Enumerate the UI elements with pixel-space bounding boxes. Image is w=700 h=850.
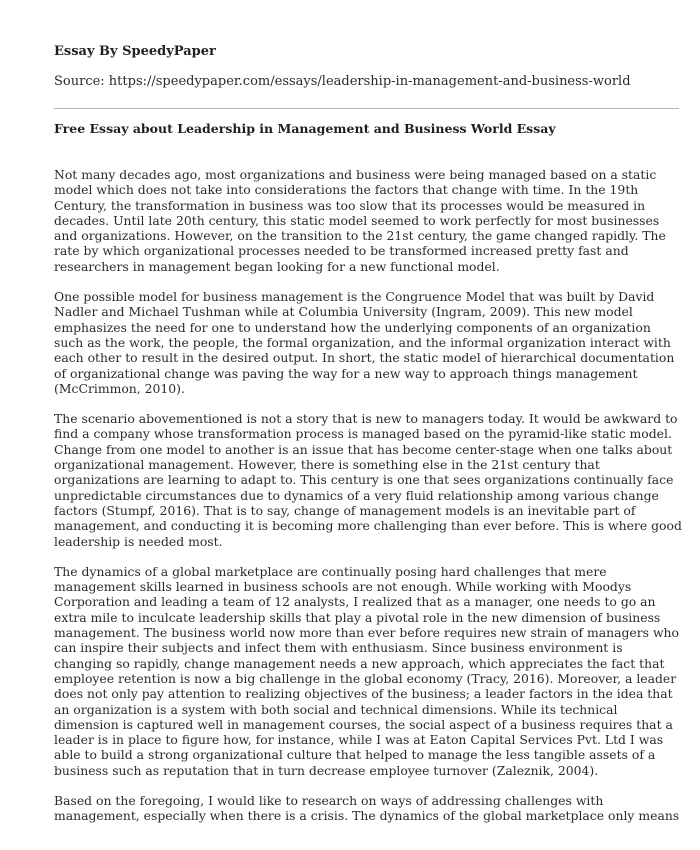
essay-title: Free Essay about Leadership in Management and Business World Essay xyxy=(54,121,556,136)
essay-paragraph-4: The dynamics of a global marketplace are continually posing hard challenges that mere management skills learned in business schools are not enough. While working with Moodys Corporation and leading a team of 12 analysts, I realized that as a manager, one needs to go an extra mile to inculcate leadership skills that play a pivotal role in the new dimension of business management. The business world now more than ever before requires new strain of managers who can inspire their subjects and infect them with enthusiasm. Since business environment is changing so rapidly, change management needs a new approach, which appreciates the fact that employee retention is now a big challenge in the global economy (Tracy, 2016). Moreover, a leader does not only pay attention to realizing objectives of the business; a leader factors in the idea that an organization is a system with both social and technical dimensions. While its technical dimension is captured well in management courses, the social aspect of a business requires that a leader is in place to figure how, for instance, while I was at Eaton Capital Services Pvt. Ltd I was able to build a strong organizational culture that helped to manage the less tangible assets of a business such as reputation that in turn decrease employee turnover (Zaleznik, 2004). xyxy=(54,563,680,778)
source-line: Source: https://speedypaper.com/essays/leadership-in-management-and-business-world xyxy=(54,74,631,89)
essay-paragraph-1: Not many decades ago, most organizations and business were being managed based on a static model which does not take into considerations the factors that change with time. In the 19th Century, the transformation in business was too slow that its processes would be measured in decades. Until late 20th century, this static model seemed to work perfectly for most businesses and organizations. However, on the transition to the 21st century, the game changed rapidly. The rate by which organizational processes needed to be transformed increased pretty fast and researchers in management began looking for a new functional model. xyxy=(54,167,666,274)
document-brand: Essay By SpeedyPaper xyxy=(54,44,216,59)
header-divider xyxy=(54,108,679,109)
essay-paragraph-5: Based on the foregoing, I would like to research on ways of addressing challenges with management, especially when there is a crisis. The dynamics of the global marketplace only means xyxy=(54,792,680,824)
essay-paragraph-3: The scenario abovementioned is not a story that is new to managers today. It would be awkward to find a company whose transformation process is managed based on the pyramid-like static model. Change from one model to another is an issue that has become center-stage when one talks about organizational management. However, there is something else in the 21st century that organizations are learning to adapt to. This century is one that sees organizations continually face unpredictable circumstances due to dynamics of a very fluid relationship among various change factors (Stumpf, 2016). That is to say, change of management models is an inevitable part of management, and conducting it is becoming more challenging than ever before. This is where good leadership is needed most. xyxy=(54,411,682,549)
essay-paragraph-2: One possible model for business management is the Congruence Model that was built by David Nadler and Michael Tushman while at Columbia University (Ingram, 2009). This new model emphasizes the need for one to understand how the underlying components of an organization such as the work, the people, the formal organization, and the informal organization interact with each other to result in the desired output. In short, the static model of hierarchical documentation of organizational change was paving the way for a new way to approach things management (McCrimmon, 2010). xyxy=(54,289,675,396)
essay-body xyxy=(54,167,682,839)
